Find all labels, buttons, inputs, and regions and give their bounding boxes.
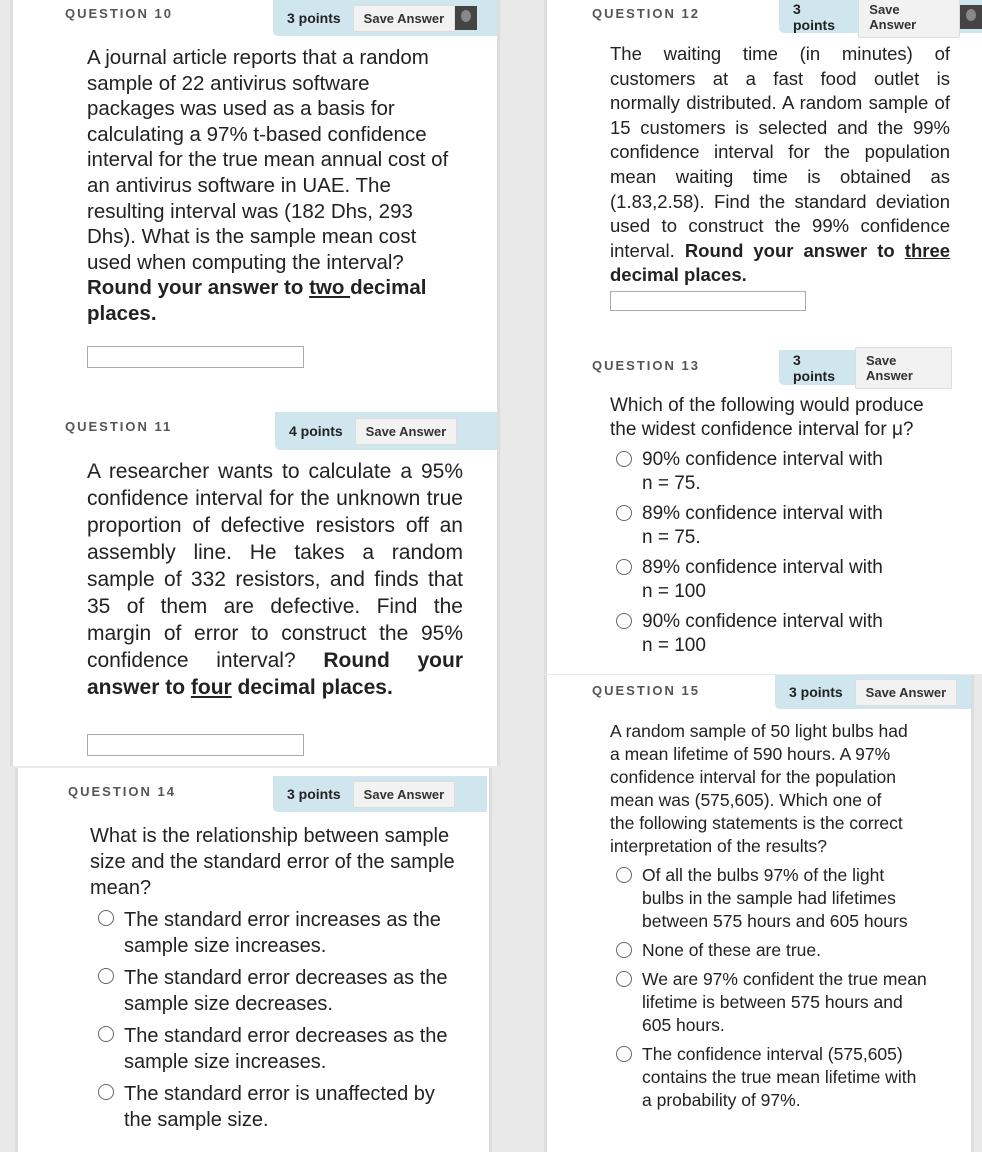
question-12-panel [544, 0, 982, 348]
points-box [779, 0, 982, 33]
question-label: QUESTION 13 [592, 358, 700, 373]
answer-input[interactable] [87, 734, 304, 756]
question-15-panel [544, 675, 974, 1152]
option[interactable]: None of these are true. [616, 939, 930, 962]
question-label: QUESTION 10 [65, 6, 173, 21]
question-text: A journal article reports that a random sample of 22 antivirus software packages was used as a basis for calculating a 97% t-based confidence interval for the true mean annual cost of an antivirus software in UAE. The resulting interval was (182 Dhs, 293 Dhs). What is the sample mean cost used when computing the interval? Round your answer to two decimal places. [87, 46, 449, 325]
option[interactable]: The standard error increases as the sample size increases. [98, 907, 460, 959]
points: 3 points [793, 0, 835, 33]
points-box [275, 412, 497, 450]
option[interactable]: We are 97% confident the true mean lifetime is between 575 hours and 605 hours. [616, 968, 930, 1037]
radio-button[interactable] [616, 942, 632, 958]
question-label: QUESTION 14 [68, 784, 176, 799]
radio-button[interactable] [616, 505, 632, 521]
points: 4 points [289, 423, 343, 439]
option[interactable]: The standard error decreases as the sample size increases. [98, 1023, 460, 1075]
question-10-panel [10, 0, 500, 410]
radio-button[interactable] [616, 613, 632, 629]
question-14-panel [15, 768, 492, 1152]
radio-button[interactable] [616, 559, 632, 575]
radio-button[interactable] [616, 451, 632, 467]
option[interactable]: 89% confidence interval with n = 100 [616, 556, 896, 604]
option[interactable]: The confidence interval (575,605) contains the true mean lifetime with a probability of 97%. [616, 1043, 930, 1112]
radio-button[interactable] [98, 1026, 114, 1042]
avatar-icon [455, 6, 477, 30]
save-answer-button[interactable]: Save Answer [855, 679, 957, 706]
question-text: A random sample of 50 light bulbs had a mean lifetime of 590 hours. A 97% confidence interval for the population mean was (575,605). Which one of the following statements is the correct interpretation of the results? Of all the bulbs 97% of the light bulbs in the sample had lifetimes between 575 hours and 605 hours None of these are true. We are 97% confident the true mean lifetime is between 575 hours and 605 hours. The confidence interval (575,605) contains the true mean lifetime with a probability of 97%. [610, 720, 930, 1112]
option[interactable]: 90% confidence interval with n = 75. [616, 448, 896, 496]
points-box [273, 776, 487, 812]
save-answer-button[interactable]: Save Answer [855, 347, 952, 389]
radio-button[interactable] [616, 867, 632, 883]
radio-button[interactable] [98, 910, 114, 926]
points-box [779, 350, 952, 385]
option[interactable]: Of all the bulbs 97% of the light bulbs in the sample had lifetimes between 575 hours and 605 hours [616, 864, 930, 933]
question-text: What is the relationship between sample size and the standard error of the sample mean? The standard error increases as the sample size increases. The standard error decreases as the sample size decreases. The standard error decreases as the sample size increases. The standard error is unaffected by the sample size. [90, 823, 460, 1133]
radio-button[interactable] [98, 1084, 114, 1100]
option[interactable]: 90% confidence interval with n = 100 [616, 610, 896, 658]
points-box [775, 675, 971, 709]
option[interactable]: 89% confidence interval with n = 75. [616, 502, 896, 550]
question-label: QUESTION 11 [65, 419, 173, 434]
save-answer-button[interactable]: Save Answer [353, 5, 455, 32]
radio-button[interactable] [98, 968, 114, 984]
question-label: QUESTION 15 [592, 683, 700, 698]
avatar-icon [960, 5, 982, 29]
points: 3 points [287, 10, 341, 26]
points: 3 points [789, 684, 843, 700]
answer-input[interactable] [87, 346, 304, 368]
question-text: The waiting time (in minutes) of customers at a fast food outlet is normally distributed. A random sample of 15 customers is selected and the 99% confidence interval for the population mean waiting time is obtained as (1.83,2.58). Find the standard deviation used to construct the 99% confidence interval. Round your answer to three decimal places. [610, 43, 951, 286]
question-11-panel [10, 410, 500, 766]
question-text: A researcher wants to calculate a 95% confidence interval for the unknown true proportion of defective resistors off an assembly line. He takes a random sample of 332 resistors, and finds that 35 of them are defective. Find the margin of error to construct the 95% confidence interval? Round your answer to four decimal places. [87, 460, 463, 699]
question-13-panel [544, 348, 982, 674]
save-answer-button[interactable]: Save Answer [858, 0, 960, 38]
radio-button[interactable] [616, 971, 632, 987]
points-box [273, 0, 497, 36]
option[interactable]: The standard error is unaffected by the sample size. [98, 1081, 460, 1133]
answer-input[interactable] [610, 291, 806, 311]
save-answer-button[interactable]: Save Answer [353, 781, 455, 808]
question-text: Which of the following would produce the widest confidence interval for μ? 90% confidence interval with n = 75. 89% confidence interval with n = 75. 89% confidence interval with n = 100 90% confidence interval with n = 100 [610, 395, 924, 656]
question-label: QUESTION 12 [592, 6, 700, 21]
save-answer-button[interactable]: Save Answer [355, 418, 457, 445]
radio-button[interactable] [616, 1046, 632, 1062]
option[interactable]: The standard error decreases as the sample size decreases. [98, 965, 460, 1017]
points: 3 points [287, 786, 341, 802]
points: 3 points [793, 351, 835, 384]
